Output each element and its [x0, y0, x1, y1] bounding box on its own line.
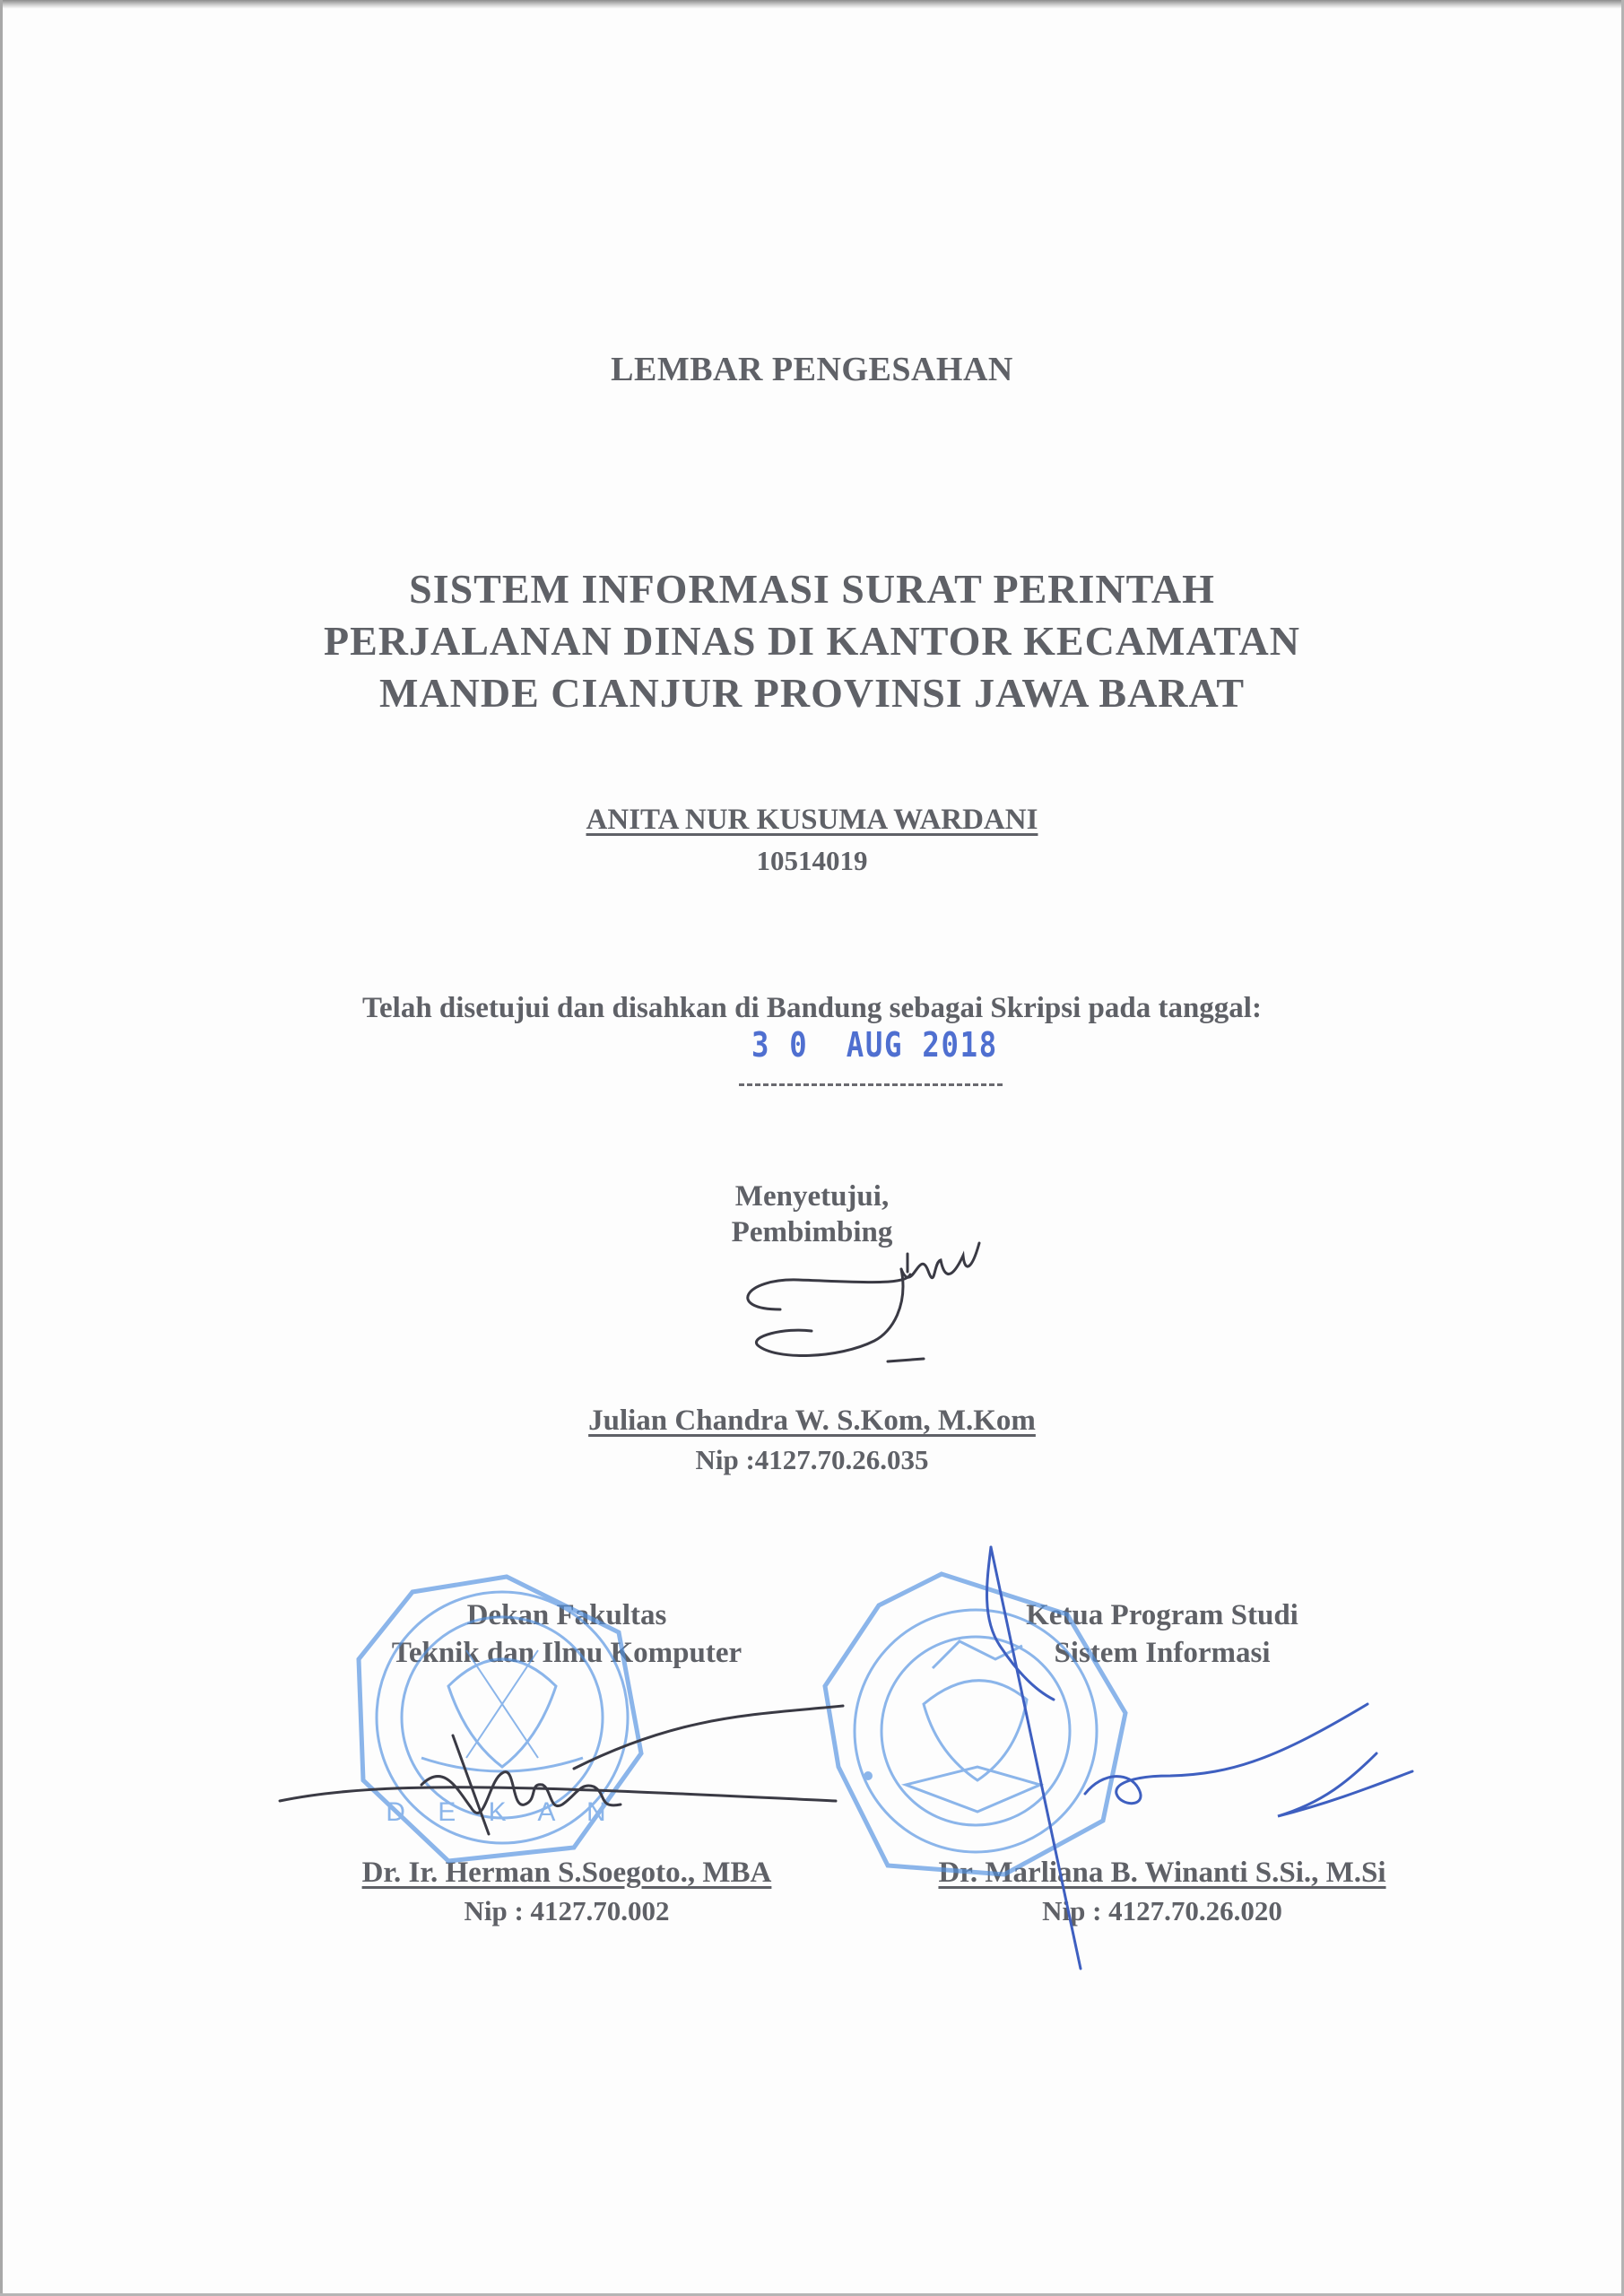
dean-stamp [359, 1577, 641, 1861]
program-head-role-line-1: Ketua Program Studi [1026, 1599, 1298, 1631]
program-head-role-line-2: Sistem Informasi [1054, 1637, 1271, 1669]
approval-statement: Telah disetujui dan disahkan di Bandung sebagai Skripsi pada tanggal: [362, 992, 1262, 1024]
program-head-nip: Nip : 4127.70.26.020 [1042, 1895, 1282, 1926]
dean-role-line-2: Teknik dan Ilmu Komputer [391, 1637, 743, 1669]
thesis-title-line-2: PERJALANAN DINAS DI KANTOR KECAMATAN [324, 618, 1300, 664]
advisor-role: Pembimbing [731, 1216, 893, 1248]
dean-role-line-1: Dekan Fakultas [466, 1599, 667, 1631]
advisor-signature [748, 1243, 979, 1361]
author-name: ANITA NUR KUSUMA WARDANI [586, 804, 1038, 836]
dean-nip: Nip : 4127.70.002 [464, 1895, 670, 1926]
author-nim: 10514019 [756, 845, 868, 876]
date-stamp: 3 0 AUG 2018 [751, 1025, 998, 1065]
program-stamp [825, 1574, 1125, 1874]
thesis-title-line-1: SISTEM INFORMASI SURAT PERINTAH [409, 566, 1215, 612]
program-head-name: Dr. Marliana B. Winanti S.Si., M.Si [938, 1857, 1386, 1889]
dean-name: Dr. Ir. Herman S.Soegoto., MBA [361, 1857, 772, 1889]
svg-text:D E K A N: D E K A N [386, 1797, 619, 1827]
thesis-title-line-3: MANDE CIANJUR PROVINSI JAWA BARAT [379, 670, 1245, 716]
approve-label: Menyetujui, [734, 1180, 890, 1213]
advisor-nip: Nip :4127.70.26.035 [695, 1444, 929, 1475]
advisor-name: Julian Chandra W. S.Kom, M.Kom [588, 1405, 1036, 1437]
page-heading: LEMBAR PENGESAHAN [611, 351, 1013, 388]
